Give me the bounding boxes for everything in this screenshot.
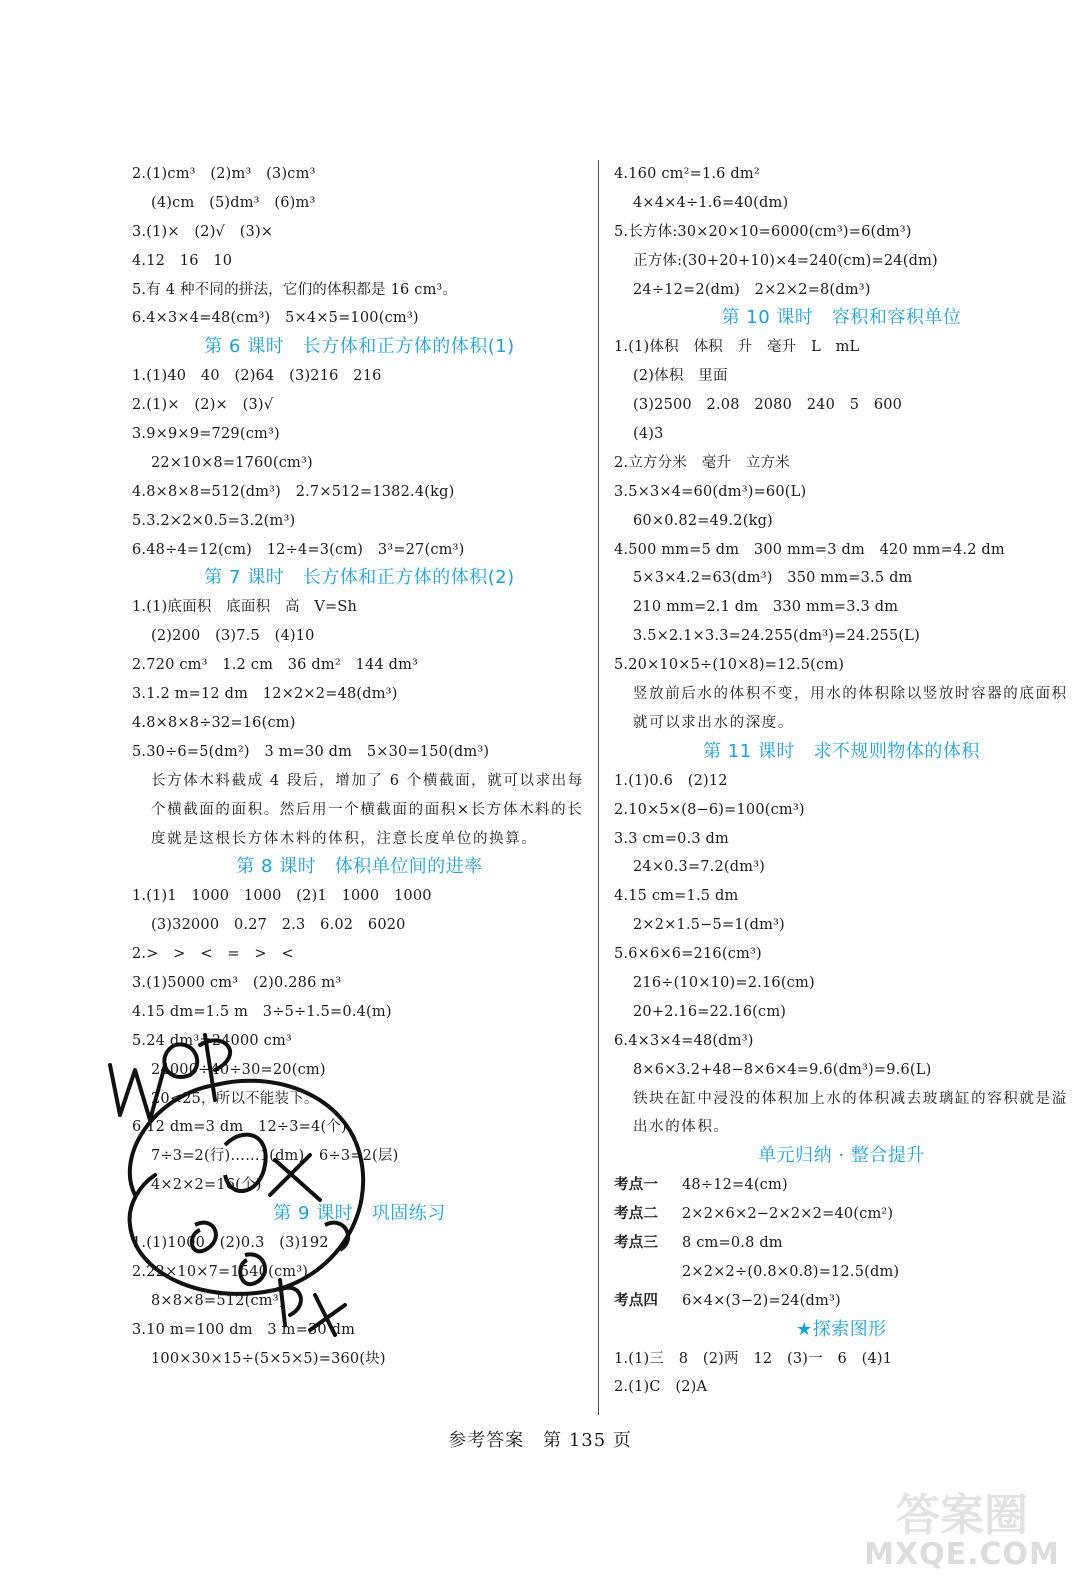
left-answer-line: 3.(1)5000 cm³ (2)0.286 m³ — [132, 974, 342, 991]
right-answer-line: 2×2×1.5−5=1(dm³) — [633, 917, 785, 934]
kaodian-label: 考点三 — [614, 1234, 659, 1252]
right-answer-line: 3.5×2.1×3.3=24.255(dm³)=24.255(L) — [633, 628, 920, 645]
right-answer-line: 3.5×3×4=60(dm³)=60(L) — [614, 483, 807, 500]
left-answer-line: 5.30÷6=5(dm²) 3 m=30 dm 5×30=150(dm³) — [132, 743, 490, 760]
left-answer-line: 6.12 dm=3 dm 12÷3=4(个) — [132, 1119, 347, 1136]
right-answer-line: 正方体:(30+20+10)×4=240(cm)=24(dm) — [633, 252, 938, 269]
left-section-heading: 第 9 课时 巩固练习 — [273, 1203, 446, 1225]
right-answer-line: (3)2500 2.08 2080 240 5 600 — [633, 397, 903, 414]
kaodian-text: 6×4×(3−2)=24(dm³) — [682, 1292, 841, 1309]
left-column — [132, 160, 587, 1373]
kaodian-row — [614, 1287, 1069, 1316]
left-answer-line: (2)200 (3)7.5 (4)10 — [151, 628, 315, 645]
right-answer-line: 1.(1)体积 体积 升 毫升 L mL — [614, 339, 860, 356]
right-answer-line: 20+2.16=22.16(cm) — [633, 1003, 787, 1020]
left-answer-line: 3.1.2 m=12 dm 12×2×2=48(dm³) — [132, 686, 398, 703]
right-answer-line: 8×6×3.2+48−8×6×4=9.6(dm³)=9.6(L) — [633, 1061, 932, 1078]
kaodian-text: 2×2×2÷(0.8×0.8)=12.5(dm) — [682, 1263, 900, 1280]
explore-heading: ★探索图形 — [796, 1318, 887, 1340]
left-answer-line: 6.4×3×4=48(cm³) 5×4×5=100(cm³) — [132, 310, 419, 327]
left-answer-line: 8×8×8=512(cm³) — [151, 1292, 285, 1309]
left-answer-line: 100×30×15÷(5×5×5)=360(块) — [151, 1350, 386, 1367]
kaodian-label: 考点二 — [614, 1205, 659, 1223]
left-answer-line: 6.48÷4=12(cm) 12÷4=3(cm) 3³=27(cm³) — [132, 541, 465, 558]
right-explanation-paragraph: 竖放前后水的体积不变，用水的体积除以竖放时容器的底面积就可以求出水的深度。 — [633, 686, 1068, 731]
right-answer-line: 6.4×3×4=48(dm³) — [614, 1032, 754, 1049]
right-answer-line: 216÷(10×10)=2.16(cm) — [633, 974, 815, 991]
right-answer-line: (2)体积 里面 — [633, 368, 728, 385]
left-explanation-paragraph: 长方体木料截成 4 段后，增加了 6 个横截面，就可以求出每个横截面的面积。然后用一个横截面的面积×长方体木料的长度就是这根长方体木料的体积，注意长度单位的换算。 — [151, 772, 584, 847]
right-answer-line: 5.6×6×6=216(cm³) — [614, 946, 762, 963]
column-divider — [598, 160, 599, 1415]
right-section-heading: 第 10 课时 容积和容积单位 — [721, 307, 962, 329]
right-answer-line: 1.(1)0.6 (2)12 — [614, 772, 728, 789]
right-answer-line: (4)3 — [633, 426, 664, 443]
right-answer-line: 60×0.82=49.2(kg) — [633, 512, 773, 529]
kaodian-label: 考点一 — [614, 1176, 659, 1194]
kaodian-row — [614, 1200, 1069, 1229]
left-answer-line: 2.> > < = > < — [132, 946, 294, 963]
kaodian-label: 考点四 — [614, 1291, 659, 1309]
right-answer-line: 4×4×4÷1.6=40(dm) — [633, 194, 789, 211]
right-answer-line: 4.160 cm²=1.6 dm² — [614, 166, 760, 182]
right-answer-line: 3.3 cm=0.3 dm — [614, 830, 729, 847]
kaodian-text: 48÷12=4(cm) — [682, 1177, 788, 1194]
kaodian-section — [614, 1171, 1069, 1315]
left-answer-line: (3)32000 0.27 2.3 6.02 6020 — [151, 917, 406, 934]
left-answer-line: 2.(1)× (2)× (3)√ — [132, 397, 274, 414]
right-answer-line: 24÷12=2(dm) 2×2×2=8(dm³) — [633, 281, 871, 298]
left-answer-line: 2.22×10×7=1540(cm³) — [132, 1263, 309, 1280]
right-answer-line: 2.10×5×(8−6)=100(cm³) — [614, 801, 805, 818]
right-column — [614, 160, 1069, 1402]
left-answer-line: 4.15 dm=1.5 m 3÷5÷1.5=0.4(m) — [132, 1003, 392, 1020]
left-answer-line: 5.24 dm³=24000 cm³ — [132, 1032, 292, 1049]
left-answer-line: 4×2×2=16(个) — [151, 1177, 262, 1194]
left-answer-line: 1.(1)1000 (2)0.3 (3)192 — [132, 1235, 329, 1251]
right-answer-line: 210 mm=2.1 dm 330 mm=3.3 dm — [633, 599, 899, 616]
right-answer-line: 4.500 mm=5 dm 300 mm=3 dm 420 mm=4.2 dm — [614, 541, 1005, 558]
kaodian-text: 2×2×6×2−2×2×2=40(cm²) — [682, 1206, 894, 1223]
left-answer-line: 3.9×9×9=729(cm³) — [132, 426, 280, 443]
left-answer-line: 3.10 m=100 dm 3 m=30 dm — [132, 1321, 356, 1338]
kaodian-text: 8 cm=0.8 dm — [682, 1235, 783, 1252]
left-answer-line: 24000÷40÷30=20(cm) — [151, 1061, 326, 1078]
left-answer-line: 2.720 cm³ 1.2 cm 36 dm² 144 dm³ — [132, 657, 419, 674]
left-answer-line: (4)cm (5)dm³ (6)m³ — [151, 194, 316, 211]
svg-text:MXQE.COM: MXQE.COM — [864, 1537, 1060, 1570]
right-main-lines — [614, 160, 1069, 1171]
left-answer-line: 7÷3=2(行)……1(dm) 6÷3=2(层) — [151, 1148, 399, 1165]
right-section-heading: 单元归纳 · 整合提升 — [758, 1145, 925, 1167]
left-answer-line: 2.(1)cm³ (2)m³ (3)cm³ — [132, 166, 316, 182]
kaodian-row — [614, 1171, 1069, 1200]
right-answer-line: 4.15 cm=1.5 dm — [614, 888, 739, 905]
kaodian-row — [614, 1258, 1069, 1287]
right-answer-line: 24×0.3=7.2(dm³) — [633, 859, 766, 876]
explore-line-1: 1.(1)三 8 (2)两 12 (3)一 6 (4)1 — [614, 1350, 893, 1367]
right-answer-line: 5.20×10×5÷(10×8)=12.5(cm) — [614, 657, 845, 674]
left-answer-line: 5.有 4 种不同的拼法，它们的体积都是 16 cm³。 — [132, 281, 458, 298]
right-section-heading: 第 11 课时 求不规则物体的体积 — [703, 740, 980, 762]
left-section-heading: 第 8 课时 体积单位间的进率 — [236, 856, 483, 878]
left-answer-line: 1.(1)1 1000 1000 (2)1 1000 1000 — [132, 888, 432, 905]
page-footer: 参考答案 第 135 页 — [448, 1430, 632, 1451]
svg-text:答案圈: 答案圈 — [896, 1490, 1028, 1541]
left-answer-line: 4.8×8×8÷32=16(cm) — [132, 714, 296, 731]
left-answer-line: 4.8×8×8=512(dm³) 2.7×512=1382.4(kg) — [132, 483, 455, 500]
left-answer-line: 1.(1)底面积 底面积 高 V=Sh — [132, 599, 358, 616]
right-answer-line: 5×3×4.2=63(dm³) 350 mm=3.5 dm — [633, 570, 913, 587]
left-answer-line: 1.(1)40 40 (2)64 (3)216 216 — [132, 368, 382, 385]
left-section-heading: 第 7 课时 长方体和正方体的体积(2) — [204, 567, 515, 589]
left-answer-line: 3.(1)× (2)√ (3)× — [132, 223, 274, 240]
kaodian-row — [614, 1229, 1069, 1258]
left-answer-line: 22×10×8=1760(cm³) — [151, 454, 313, 471]
explore-line-2: 2.(1)C (2)A — [614, 1379, 708, 1396]
left-answer-line: 5.3.2×2×0.5=3.2(m³) — [132, 512, 296, 529]
left-answer-line: 20<25，所以不能装下。 — [151, 1090, 319, 1107]
left-section-heading: 第 6 课时 长方体和正方体的体积(1) — [204, 336, 515, 358]
left-answer-line: 4.12 16 10 — [132, 252, 233, 269]
right-answer-line: 2.立方分米 毫升 立方米 — [614, 454, 790, 471]
right-answer-line: 5.长方体:30×20×10=6000(cm³)=6(dm³) — [614, 223, 912, 240]
right-explanation-paragraph: 铁块在缸中浸没的体积加上水的体积减去玻璃缸的容积就是溢出水的体积。 — [633, 1090, 1068, 1136]
watermark-logo — [862, 1490, 1062, 1570]
